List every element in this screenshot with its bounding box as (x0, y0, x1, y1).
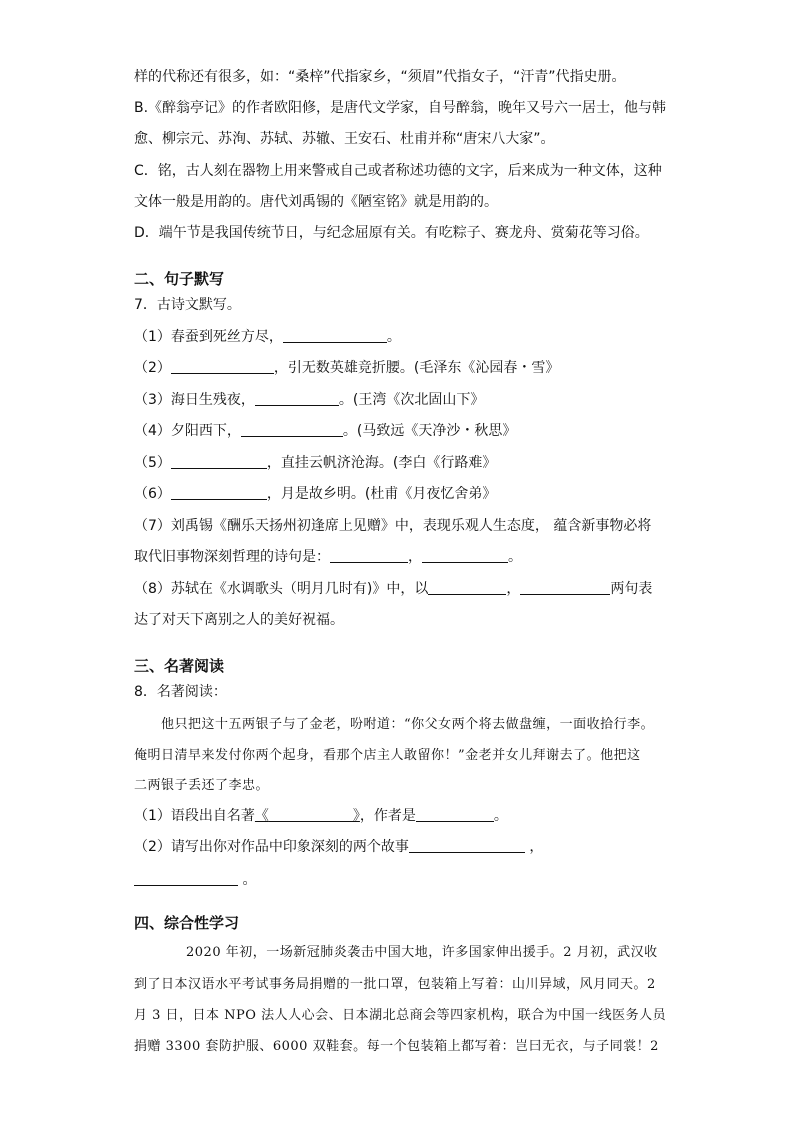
q8-sub-1-end: 。 (493, 808, 508, 824)
intro-line-6: D．端午节是我国传统节日，与纪念屈原有关。有吃粽子、赛龙舟、赏菊花等习俗。 (134, 225, 649, 241)
answer-blank[interactable] (134, 870, 238, 886)
q7-item-2-text: ，引无数英雄竞折腰。(毛泽东《沁园春・雪》 (273, 360, 560, 376)
q8-sub-1-text: （1）语段出自名著 (134, 808, 255, 824)
passage-line-2: 到了日本汉语水平考试事务局捐赠的一批口罩，包装箱上写着：山川异域，风月同天。2 (134, 977, 656, 992)
q7-item-1-text: （1）春蚕到死丝方尽， (134, 329, 283, 345)
section-title-2: 二、句子默写 (134, 270, 225, 288)
q7-item-7-line-1: （7）刘禹锡《酬乐天扬州初逢席上见赠》中，表现乐观人生态度， 蕴含新事物必将 (134, 518, 652, 534)
answer-blank[interactable] (269, 806, 353, 822)
q7-item-2 (134, 358, 559, 378)
intro-line-1: 样的代称还有很多，如：“桑梓”代指家乡，“须眉”代指女子，“汗青”代指史册。 (134, 69, 626, 85)
q7-item-6-num: （6） (134, 486, 171, 502)
q7-item-8-line-1 (134, 579, 652, 599)
q8-sub-2 (134, 837, 543, 857)
q7-item-7-comma: ， (408, 549, 422, 565)
book-title-close: 》 (352, 808, 360, 824)
q7-item-7-line-2 (134, 547, 522, 567)
intro-line-2: B.《醉翁亭记》的作者欧阳修，是唐代文学家，自号醉翁，晚年又号六一居士，他与韩 (134, 100, 667, 116)
answer-blank[interactable] (171, 453, 267, 469)
q7-item-4-end: 。(马致远《天净沙・秋思》 (342, 423, 517, 439)
excerpt-line-3: 二两银子丢还了李忠。 (134, 778, 270, 793)
q7-item-8-line-2: 达了对天下离别之人的美好祝福。 (134, 612, 344, 628)
q7-item-3-end: 。(王湾《次北固山下》 (338, 392, 485, 408)
q7-item-5-text: ，直挂云帆济沧海。(李白《行路难》 (266, 455, 497, 471)
q7-item-5-num: （5） (134, 455, 171, 471)
q8-sub-1 (134, 806, 508, 826)
answer-blank[interactable] (520, 579, 610, 595)
intro-line-5: 文体一般是用韵的。唐代刘禹锡的《陋室铭》就是用韵的。 (134, 194, 498, 210)
q8-sub-2-comma: ， (524, 839, 544, 855)
intro-line-4: C．铭，古人刻在器物上用来警戒自己或者称述功德的文字，后来成为一种文体，这种 (134, 163, 662, 179)
question-7: 7．古诗文默写。 (134, 297, 241, 313)
q7-item-4-text: （4）夕阳西下， (134, 423, 241, 439)
q7-item-7-end: 。 (508, 549, 522, 565)
answer-blank[interactable] (171, 358, 274, 374)
passage-line-1: 2020 年初，一场新冠肺炎袭击中国大地，许多国家伸出援手。2 月初，武汉收 (186, 945, 658, 960)
answer-blank[interactable] (409, 837, 525, 853)
q8-sub-2-text: （2）请写出你对作品中印象深刻的两个故事 (134, 839, 409, 855)
q8-sub-2-end: 。 (238, 872, 257, 888)
answer-blank[interactable] (255, 390, 339, 406)
q7-item-5 (134, 453, 496, 473)
passage-line-4: 捐赠 3300 套防护服、6000 双鞋套。每一个包装箱上都写着：岂曰无衣，与子同裳！2 (134, 1039, 659, 1054)
q7-item-1 (134, 327, 401, 347)
excerpt-line-1: 他只把这十五两银子与了金老，吩咐道：“你父女两个将去做盘缠，一面收拾行李。 (161, 717, 655, 732)
q7-item-3 (134, 390, 484, 410)
q8-sub-1-author: ，作者是 (359, 808, 416, 824)
section-title-3: 三、名著阅读 (134, 657, 225, 675)
answer-blank[interactable] (283, 327, 387, 343)
q7-item-6-text: ，月是故乡明。(杜甫《月夜忆舍弟》 (266, 486, 497, 502)
q7-item-3-text: （3）海日生残夜， (134, 392, 255, 408)
question-8: 8．名著阅读： (134, 684, 227, 700)
q7-item-2-num: （2） (134, 360, 171, 376)
answer-blank[interactable] (422, 547, 508, 563)
intro-line-3: 愈、柳宗元、苏洵、苏轼、苏辙、王安石、杜甫并称“唐宋八大家”。 (134, 131, 555, 147)
q8-sub-2-line-2 (134, 870, 256, 890)
q7-item-7-text: 取代旧事物深刻哲理的诗句是： (134, 549, 330, 565)
answer-blank[interactable] (171, 484, 267, 500)
answer-blank[interactable] (330, 547, 408, 563)
excerpt-line-2: 俺明日清早来发付你两个起身，看那个店主人敢留你！”金老并女儿拜谢去了。他把这 (134, 748, 641, 763)
answer-blank[interactable] (428, 579, 506, 595)
q7-item-8-tail: 两句表 (610, 581, 653, 597)
q7-item-1-end: 。 (386, 329, 401, 345)
section-title-4: 四、综合性学习 (134, 914, 240, 932)
q7-item-4 (134, 421, 516, 441)
book-title-open: 《 (254, 808, 269, 824)
q7-item-8-text: （8）苏轼在《水调歌头（明月几时有)》中，以 (134, 581, 429, 597)
answer-blank[interactable] (241, 421, 343, 437)
q7-item-6 (134, 484, 496, 504)
passage-line-3: 月 3 日，日本 NPO 法人人心会、日本湖北总商会等四家机构，联合为中国一线医务人员 (134, 1008, 667, 1023)
q7-item-8-comma: ， (506, 581, 521, 597)
answer-blank[interactable] (416, 806, 494, 822)
